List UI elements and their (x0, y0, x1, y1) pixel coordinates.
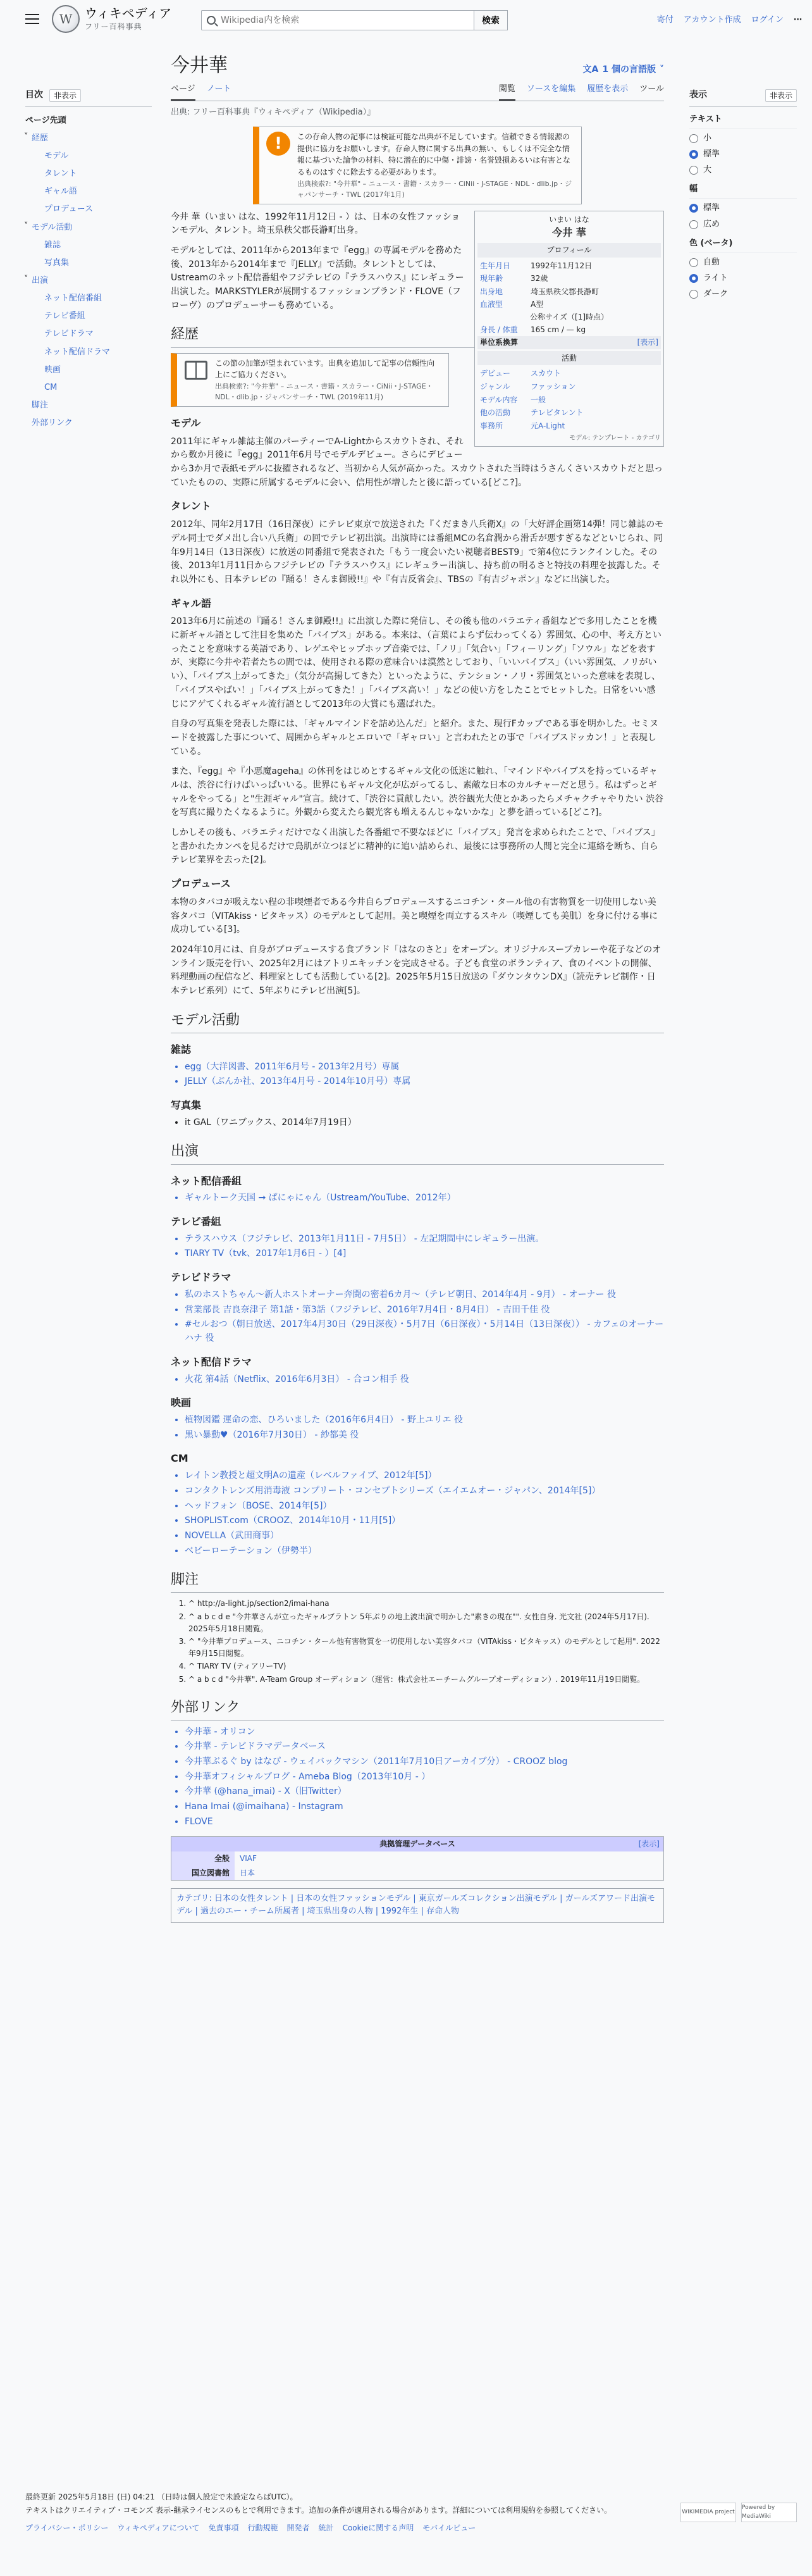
radio-icon[interactable] (689, 134, 698, 143)
text-size-label: テキスト (689, 113, 797, 129)
notice-search-links[interactable]: 出典検索?: "今井華" – ニュース・書籍・スカラー・CiNii・J-STAGE・NDL・dlib.jp・ジャパンサーチ・TWL (2017年1月) (297, 179, 572, 199)
paragraph: 2011年にギャル雑誌主催のパーティーでA-Lightからスカウトされ、それから数か月後に『egg』2011年6月号でモデルデビュー。さらにデビューから3か月で表紙モデルに抜擢されるなど、当初から人気が高かった。スカウトされた当時はうさんくさいスカウトだと思っていたものの、実際に所属するモデルに会い、信用性が増したと後に語っている[どこ?]。 (171, 436, 663, 488)
site-logo[interactable] (52, 5, 171, 33)
toc-item[interactable]: プロデュース (44, 204, 93, 215)
infobox-row (477, 272, 661, 285)
list-item[interactable]: • 営業部長 吉良奈津子 第1話・第3話（フジテレビ、2016年7月4日・8月4日） - 吉田千佳 役 (185, 1304, 664, 1317)
appearance-title: 表示 (689, 90, 707, 100)
list-item[interactable]: • 今井華 - テレビドラマデータベース (185, 1740, 664, 1754)
list-item[interactable]: 1. ^ http://a-light.jp/section2/imai-hana (188, 1598, 664, 1610)
infobox-name: 今井 華 (552, 227, 586, 239)
toc-item[interactable]: テレビドラマ (44, 329, 94, 339)
list-item[interactable]: • 私のホストちゃん〜新人ホストオーナー奔闘の密着6カ月〜（テレビ朝日、2014年4月 - 9月） - オーナー 役 (185, 1288, 664, 1302)
list-item[interactable]: • Hana Imai (@imaihana) - Instagram (185, 1800, 664, 1814)
subsection-heading: プロデュース (171, 878, 231, 890)
toc-item[interactable]: 雑誌 (44, 240, 61, 250)
list-item[interactable]: • SHOPLIST.com（CROOZ、2014年10月・11月[5]） (185, 1514, 664, 1528)
authority-row (171, 1866, 663, 1881)
footer-link[interactable]: 統計 (318, 2523, 334, 2533)
list-item[interactable]: • TIARY TV（tvk、2017年1月6日 - ）[4] (185, 1247, 664, 1261)
toc-item[interactable]: テレビ番組 (44, 311, 85, 321)
infobox-value: A型 (531, 300, 544, 309)
paragraph: 2024年10月には、自身がプロデュースする食ブランド「はなのさと」をオープン。オリジナルスープカレーや花子などのオンライン販売を行い、2025年2月にはアトリエキッチンを完成させる。子ども食堂のボランティア、食のイベントの開催、料理動画の配信など、料理家としても活動している[2]。2025年5月15日放送の『ダウンタウンDX』（読売テレビ制作・日本テレビ系列）にて、5年ぶりにテレビ出演[5]。 (171, 944, 661, 996)
infobox-value[interactable]: 元A-Light (531, 421, 565, 430)
section-heading: 外部リンク (171, 1697, 664, 1720)
authority-title: 典拠管理データベース (379, 1839, 455, 1849)
book-icon (185, 361, 207, 380)
subsection-heading: ネット配信番組 (171, 1174, 242, 1187)
list-item[interactable]: • レイトン教授と超文明Aの遺産（レベルファイブ、2012年[5]） (185, 1469, 664, 1483)
subsection-heading: 映画 (171, 1397, 192, 1409)
infobox-row: 単位系換算 [表示] (477, 336, 661, 349)
tab-talk[interactable]: ノート (206, 84, 231, 94)
search-input[interactable] (221, 15, 461, 25)
radio-label: ライト (703, 273, 728, 283)
list-item[interactable]: • egg（大洋図書、2011年6月号 - 2013年2月号）専属 (185, 1061, 664, 1074)
radio-option[interactable] (689, 288, 797, 301)
list-item[interactable]: • it GAL（ワニブックス、2014年7月19日） (185, 1116, 664, 1130)
infobox-key[interactable]: ジャンル (480, 382, 510, 391)
list-item[interactable]: • 今井華ぶるぐ by はなぴ - ウェイバックマシン（2011年7月10日アーカイブ分） - CROOZ blog (185, 1755, 664, 1769)
section-heading: モデル活動 (171, 1010, 664, 1033)
categories[interactable]: カテゴリ: 日本の女性タレント | 日本の女性ファッションモデル | 東京ガールズコレクション出演モデル | ガールズアワード出演モデル | 過去のエー・チーム所属者 | 埼玉県出身の人物 | 1992年生 | 存命人物 (176, 1894, 655, 1917)
infobox-row (477, 298, 661, 311)
infobox-row (477, 406, 661, 420)
radio-option[interactable] (689, 202, 797, 215)
footer-link[interactable]: ウィキペディアについて (117, 2523, 200, 2533)
radio-option[interactable] (689, 148, 797, 161)
radio-label: 自動 (703, 257, 720, 267)
menu-icon[interactable] (25, 14, 39, 25)
infobox-reading: いまい はな (549, 215, 589, 224)
subsection-heading: 写真集 (171, 1098, 202, 1111)
radio-option[interactable] (689, 132, 797, 145)
toc-item[interactable]: 外部リンク (32, 418, 73, 428)
toc-item[interactable]: モデル (44, 151, 69, 161)
logo-tagline: フリー百科事典 (85, 22, 142, 31)
article-body (171, 127, 664, 1922)
width-label: 幅 (689, 183, 797, 199)
radio-label: 大 (703, 165, 712, 175)
footer-link[interactable]: Cookieに関する声明 (342, 2523, 414, 2533)
infobox-value: 32歳 (531, 274, 548, 283)
toc-title: 目次 (25, 90, 43, 100)
paragraph: 2012年、同年2月17日（16日深夜）にテレビ東京で放送された『くだまき八兵衛X』の「大好評企画第14弾！同じ雑誌のモデル同士でダメ出し合い八兵衛」の回でテレビ初出演。出演時には番組MCの名倉潤から滑舌が悪すぎるなどといじられ、同年9月14日（13日深夜）に放送の同番組で発表された「もう一度会いたい視聴者BEST9」で第4位にランクインした。その後、2013年1月11日からフジテレビの『テラスハウス』にレギュラー出演し、持ち前の明るさと特技の料理を披露した。それ以外にも、日本テレビの『踊る！さんま御殿!!』や『有吉反省会』、TBSの『有吉ジャポン』などに出演した。 (171, 520, 664, 585)
toc-item[interactable]: ˅ 経歴 (25, 130, 152, 147)
subsection-heading: テレビ番組 (171, 1216, 221, 1228)
footer-link[interactable]: 免責事項 (208, 2523, 239, 2533)
radio-icon[interactable] (689, 290, 698, 299)
infobox-key[interactable]: 他の活動 (480, 408, 511, 418)
list-item[interactable]: • ベビーローテーション（伊勢半） (185, 1545, 664, 1559)
more-options-icon[interactable]: ⋯ (794, 15, 802, 25)
page-tabs (171, 82, 664, 101)
list-item[interactable]: • 今井華オフィシャルブログ - Ameba Blog（2013年10月 - ） (185, 1770, 664, 1784)
footer-link[interactable]: 行動規範 (247, 2523, 278, 2533)
radio-option[interactable] (689, 164, 797, 177)
toc-item[interactable]: ネット配信ドラマ (44, 347, 111, 357)
authority-toggle[interactable]: [表示] (638, 1839, 660, 1849)
infobox-key[interactable]: 生年月日 (480, 261, 511, 270)
authority-key: 全般 (171, 1851, 235, 1866)
toc-item[interactable]: ˅ 出演 (25, 272, 152, 290)
translate-icon: 文A (582, 65, 599, 75)
radio-icon[interactable] (689, 220, 698, 229)
appearance-panel (689, 89, 797, 304)
mediawiki-badge[interactable]: Powered by MediaWiki (741, 2503, 797, 2522)
infobox (474, 211, 664, 447)
infobox-activity-header: 活動 (477, 351, 661, 366)
radio-label: 標準 (703, 203, 720, 213)
list-item[interactable]: 3. ^ "今井華プロデュース、ニコチン・タール他有害物質を一切使用しない美容タバコ（VITAkiss・ビタキッス）のモデルとして起用". 2022年9月15日閲覧。 (188, 1636, 664, 1659)
paragraph: 自身の写真集を発表した際には、「ギャルマインドを詰め込んだ」と紹介。また、現行Fカップである事を明かした。セミヌードを披露した事について、周囲からギャルとエロいで「ギャロい」と言われたとの事で「バイブスドッカン！」と表現している。 (171, 719, 659, 757)
toc-item[interactable]: ˅ モデル活動 (25, 219, 152, 237)
list-item[interactable]: • テラスハウス（フジテレビ、2013年1月11日 - 7月5日） - 左記期間中にレギュラー出演。 (185, 1233, 664, 1247)
radio-icon[interactable] (689, 166, 698, 175)
radio-label: ダーク (703, 289, 729, 299)
infobox-value: 埼玉県秩父郡長瀞町 (531, 287, 600, 296)
infobox-row: 身長 / 体重 165 cm / — kg (480, 325, 586, 334)
paragraph: しかしその後も、バラエティだけでなく出演した各番組で不要なほどに「バイブス」発言を求められたことで、「バイブス」と書かれたカンペを見るだけで鳥肌が立つほどに精神的に追い詰められ、最後には事務所の人間と完全に連絡を断ち、自らテレビ業界を去った[2]。 (171, 828, 660, 866)
infobox-value[interactable]: テレビタレント (531, 408, 584, 418)
infobox-key[interactable]: デビュー (480, 369, 511, 378)
authority-value[interactable]: 日本 (235, 1866, 663, 1881)
search-icon (207, 16, 216, 25)
list-item[interactable]: • 今井華 (@hana_imai) - X（旧Twitter） (185, 1785, 664, 1799)
infobox-footer[interactable]: モデル: テンプレート - カテゴリ (569, 435, 661, 442)
infobox-row (477, 259, 661, 273)
search-form (201, 10, 508, 30)
paragraph: 本物のタバコが吸えない程の非喫煙者である今井自らプロデュースするニコチン・タール他の有害物質を一切使用しない美容タバコ（VITAkiss・ビタキッス）のモデルとして起用。美と喫煙を両立するスキル（喫煙しても美肌）を身に付ける事に成功している[3]。 (171, 897, 658, 935)
language-button[interactable] (583, 63, 664, 77)
page-title: 今井華 (171, 54, 228, 77)
subsection-heading: テレビドラマ (171, 1271, 231, 1284)
chevron-down-icon: ˅ (660, 65, 664, 75)
radio-icon[interactable] (689, 274, 698, 283)
section-heading: 経歴 (171, 324, 664, 347)
list-item[interactable]: • ギャルトーク天国 → ぱにゃにゃん（Ustream/YouTube、2012年） (185, 1192, 664, 1205)
table-of-contents (25, 89, 152, 432)
notice-text: この存命人物の記事には検証可能な出典が不足しています。信頼できる情報源の提供に協力をお願いします。存命人物に関する出典の無い、もしくは不完全な情報に基づいた論争の材料、特に潜在的に中傷・誹謗・名誉毀損あるいは有害となるものはすぐに除去する必要があります。 (297, 132, 571, 177)
donate-link[interactable]: 寄付 (656, 15, 674, 25)
radio-label: 広め (703, 219, 720, 229)
list-item[interactable]: • FLOVE (185, 1815, 664, 1829)
site-sub: 出典: フリー百科事典『ウィキペディア（Wikipedia）』 (171, 108, 376, 117)
toc-item[interactable]: ページ先頭 (25, 115, 66, 125)
authority-row (171, 1851, 663, 1866)
lead-paragraph: 今井 華（いまい はな、1992年11月12日 - ）は、日本の女性ファッションモデル、タレント。埼玉県秩父郡長瀞町出身。 (171, 211, 460, 236)
list-item[interactable]: 4. ^ TIARY TV (ティアリーTV) (188, 1660, 664, 1672)
toc-item[interactable]: 映画 (44, 364, 61, 375)
list-item[interactable]: • ヘッドフォン（BOSE、2014年[5]） (185, 1500, 664, 1514)
infobox-row (477, 394, 661, 407)
radio-label: 標準 (703, 149, 720, 159)
header (0, 0, 812, 40)
radio-icon[interactable] (689, 258, 698, 267)
create-account-link[interactable]: アカウント作成 (683, 15, 741, 25)
infobox-value[interactable]: ファッション (531, 382, 576, 391)
notice-text: この節の加筆が望まれています。出典を追加して記事の信頼性向上にご協力ください。 (215, 358, 435, 380)
logo-name: ウィキペディア (85, 5, 172, 21)
section-heading: 脚注 (171, 1569, 664, 1593)
list-item[interactable]: • 植物図鑑 運命の恋、ひろいました（2016年6月4日） - 野上ユリエ 役 (185, 1414, 664, 1428)
footer-link[interactable]: プライバシー・ポリシー (25, 2523, 109, 2533)
toc-item[interactable]: 脚注 (32, 400, 49, 410)
tab-page[interactable]: ページ (171, 83, 195, 101)
blp-sources-notice (253, 127, 582, 204)
lead-paragraph: モデルとしては、2011年から2013年まで『egg』の専属モデルを務めた後、2013年から2014年まで『JELLY』で活動。タレントとしては、Ustreamのネット配信番組やフジテレビの『テラスハウス』にレギュラー出演した。MARKSTYLERが展開するファッションブランド・FLOVE（フローヴ）のプロデューサーも務めている。 (171, 245, 464, 311)
section-heading: 出演 (171, 1141, 664, 1164)
category-links (171, 1888, 664, 1922)
authority-control (171, 1836, 664, 1881)
search-button[interactable]: 検索 (474, 10, 508, 30)
toc-item[interactable]: CM (44, 382, 58, 392)
toc-item[interactable]: ネット配信番組 (44, 294, 102, 304)
subsection-heading: ギャル語 (171, 597, 212, 609)
radio-option[interactable] (689, 218, 797, 231)
tab-tools[interactable]: ツール (639, 84, 664, 94)
color-label: 色 (ベータ) (689, 237, 797, 253)
radio-option[interactable] (689, 272, 797, 285)
globe-icon: W (52, 5, 80, 33)
list-item[interactable]: • #セルおつ（朝日放送、2017年4月30日（29日深夜）・5月7日（6日深夜）・5月14日（13日深夜）） - カフェのオーナーハナ 役 (185, 1318, 664, 1345)
infobox-key[interactable]: 出身地 (480, 287, 503, 296)
infobox-row (477, 285, 661, 299)
search-box (201, 10, 474, 30)
authority-key: 国立図書館 (171, 1866, 235, 1881)
main-content (171, 53, 664, 1923)
list-item[interactable]: • コンタクトレンズ用消毒液 コンプリート・コンセプトシリーズ（エイエムオー・ジャパン、2014年[5]） (185, 1484, 664, 1498)
warning-icon: ! (266, 132, 290, 156)
list-item[interactable]: • JELLY（ぶんか社、2013年4月号 - 2014年10月号）専属 (185, 1075, 664, 1089)
list-item[interactable]: • 今井華 - オリコン (185, 1726, 664, 1739)
infobox-key[interactable]: 事務所 (480, 421, 503, 430)
language-button-label: 1 個の言語版 (602, 65, 656, 75)
infobox-key[interactable]: モデル内容 (480, 395, 518, 404)
list-item[interactable]: • 火花 第4話（Netflix、2016年6月3日） - 合コン相手 役 (185, 1373, 664, 1387)
subsection-heading: CM (171, 1452, 188, 1465)
expand-section-notice (171, 353, 449, 407)
radio-label: 小 (703, 133, 712, 143)
last-modified: 最終更新 2025年5月18日 (日) 04:21 （日時は個人設定で未設定ならばUTC）。 (25, 2492, 298, 2501)
wikimedia-badge[interactable]: WIKIMEDIA project (680, 2503, 736, 2522)
license-text: テキストはクリエイティブ・コモンズ 表示-継承ライセンスのもとで利用できます。追加の条件が適用される場合があります。詳細については利用規約を参照してください。 (25, 2505, 612, 2515)
paragraph: また、『egg』や『小悪魔ageha』の休刊をはじめとするギャル文化の低迷に触れ、「マインドやバイブスを持っているギャルは、渋谷に行けばいっぱいいる。世界にもギャル文化が広がってるし、素敵な日本のカルチャーだと思う。私はずっとギャルをやってる」と"生涯ギャル"宣言。続けて、「渋谷に貢献したい。渋谷観光大使とかあったらメチャクチャやりたい 渋谷を写真に撮りたくなるように。外観から変えたら観光客も増えるんじゃないかな」と夢を語っている[どこ?]。 (171, 766, 664, 818)
infobox-size-label: 公称サイズ（[1]時点） (529, 312, 609, 321)
infobox-row (477, 367, 661, 380)
footer-link[interactable]: 開発者 (286, 2523, 310, 2533)
infobox-value[interactable]: スカウト (531, 369, 562, 378)
footer (25, 2490, 797, 2534)
infobox-value: 1992年11月12日 (531, 261, 593, 270)
radio-icon[interactable] (689, 150, 698, 159)
toc-item[interactable]: 写真集 (44, 258, 70, 268)
tab-edit-source[interactable]: ソースを編集 (526, 84, 576, 94)
list-item[interactable]: 5. ^ a b c d "今井華". A-Team Group オーディション（運営：株式会社エーチームグループオーディション）. 2019年11月19日閲覧。 (188, 1674, 664, 1686)
list-item[interactable]: 2. ^ a b c d e "今井華さんが立ったギャルブラトン 5年ぶりの地上波出演で明かした"素きの現在"". 女性自身. 光文社 (2024年5月17日). 2025年5月18日閲覧。 (188, 1611, 664, 1634)
infobox-row (477, 420, 661, 433)
infobox-key[interactable]: 血液型 (480, 300, 503, 309)
login-link[interactable]: ログイン (751, 15, 784, 25)
tab-read[interactable]: 閲覧 (499, 83, 515, 101)
personal-tools (657, 14, 802, 27)
list-item[interactable]: • NOVELLA（武田商事） (185, 1529, 664, 1543)
authority-value[interactable]: VIAF (235, 1851, 663, 1866)
footer-link[interactable]: モバイルビュー (422, 2523, 476, 2533)
subsection-heading: 雑誌 (171, 1043, 192, 1055)
toc-item[interactable]: タレント (44, 169, 77, 179)
subsection-heading: タレント (171, 500, 211, 513)
list-item[interactable]: • 黒い暴動♥（2016年7月30日） - 紗都美 役 (185, 1429, 664, 1443)
paragraph: 2013年6月に前述の『踊る！さんま御殿!!』に出演した際に発信し、その後も他のバラエティ番組などで多用したことを機に新ギャル語として注目を集めた「バイブス」がある。本来は、（言葉によらず伝わってくる）雰囲気、心の中、考え方といったことを意味する英語であり、レゲエやヒップホップ音楽では、「ノリ」「気合い」「フィーリング」「ソウル」などを表すが、実際に今井や若者たちの間では、使用される際の意味合いは漠然としており、「いいバイブス」（いい雰囲気、ノリがいい）、「バイブス上がってきた」（気分が高揚してきた）といったように、テンション・ノリ・雰囲気といった意味を表現し、「バイブスやばい！」「バイブス上がってきた！」「バイブス高い！」などの使い方をしたことでヒットした。日常をいい感じにアゲてくれるギャル流行語として2013年の大賞にも選ばれた。 (171, 616, 661, 709)
toc-item[interactable]: ギャル語 (44, 187, 78, 197)
subsection-heading: ネット配信ドラマ (171, 1355, 252, 1368)
infobox-row (477, 380, 661, 394)
infobox-value[interactable]: 一般 (531, 395, 546, 404)
radio-icon[interactable] (689, 204, 698, 213)
subsection-heading: モデル (171, 416, 201, 429)
radio-option[interactable] (689, 256, 797, 269)
tab-history[interactable]: 履歴を表示 (587, 84, 629, 94)
toc-hide-button[interactable]: 非表示 (49, 89, 81, 103)
infobox-key[interactable]: 現年齢 (480, 274, 503, 283)
infobox-profile-header: プロフィール (477, 243, 661, 258)
appearance-hide-button[interactable]: 非表示 (765, 89, 797, 103)
notice-search-links[interactable]: 出典検索?: "今井華" – ニュース・書籍・スカラー・CiNii・J-STAGE・NDL・dlib.jp・ジャパンサーチ・TWL (2019年11月) (215, 382, 433, 401)
